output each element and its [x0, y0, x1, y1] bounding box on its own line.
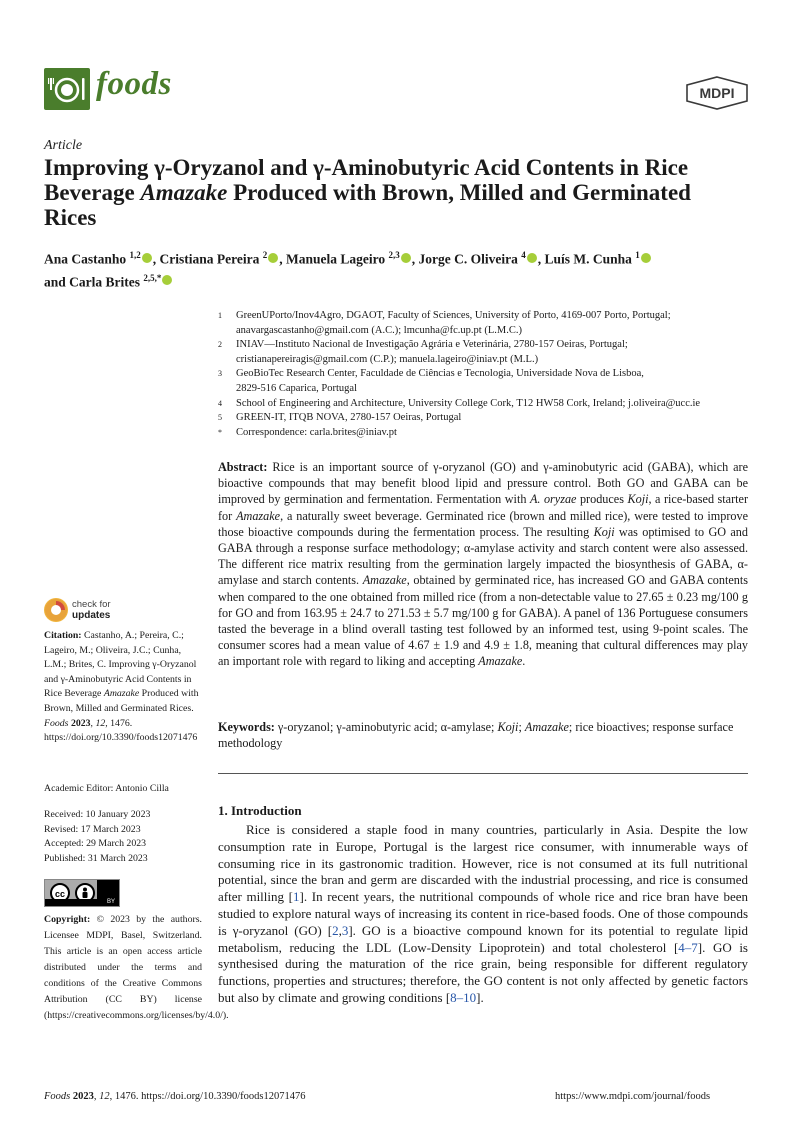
date-accepted: Accepted: 29 March 2023: [44, 838, 147, 849]
reference-link[interactable]: 3: [341, 922, 349, 938]
keywords-text: Koji: [497, 720, 519, 734]
affiliation-line: [218, 309, 748, 324]
date-revised: Revised: 17 March 2023: [44, 823, 141, 835]
author-separator: ,: [537, 251, 545, 267]
affiliation-number: 3: [218, 369, 222, 379]
affiliation-number: *: [218, 427, 222, 437]
abstract-text: produces: [576, 492, 628, 507]
affiliations: [218, 309, 748, 440]
orcid-icon[interactable]: [162, 275, 172, 285]
abstract-text: .: [522, 654, 526, 669]
check-for-updates-button[interactable]: [44, 598, 164, 624]
author-separator: ,: [152, 251, 160, 267]
affiliation-text: Correspondence: carla.brites@iniav.pt: [236, 426, 397, 438]
author-name: Jorge C. Oliveira: [418, 251, 522, 267]
copyright-label: Copyright:: [44, 914, 91, 925]
affiliation-line: [218, 382, 748, 397]
copyright-notice: [44, 912, 229, 1024]
keywords-text: ;: [518, 720, 525, 734]
orcid-icon[interactable]: [268, 253, 278, 263]
abstract-text: , a rice-based starter for: [218, 492, 749, 523]
citation: Citation: Castanho, A.; Pereira, C.; Lageiro, M.; Oliveira, J.C.; Cunha, L.M.; Brites, C. Improving γ-Oryzanol and γ-Aminobutyric Acid Contents in Rice Beverage Amazake Produced with Brown, Milled and Germinated Rices. Foods 2023, 12, 1476. https://doi.org/10.3390/foods12071476: [44, 630, 199, 744]
author-affiliation-sup: 2,3: [388, 250, 400, 260]
affiliation-text: GreenUPorto/Inov4Agro, DGAOT, Faculty of Sciences, University of Porto, 4169-007 Porto, Portugal;: [236, 310, 671, 321]
orcid-icon[interactable]: [641, 253, 651, 263]
reference-link[interactable]: 2: [332, 922, 339, 938]
author-separator: ,: [279, 251, 287, 267]
body-text: ]. GO is a bioactive compound known for its potential to regulate lipid metabolism, reducing the LDL (Low-Density Lipoprotein) and total cholesterol [: [218, 922, 749, 955]
affiliation-line: [218, 338, 748, 353]
affiliation-text: School of Engineering and Architecture, University College Cork, T12 HW58 Cork, Ireland; j.oliveira@ucc.ie: [236, 397, 701, 409]
author-affiliation-sup: 2: [262, 250, 268, 260]
citation-volume: 12: [95, 717, 106, 729]
affiliation-number: [218, 324, 236, 339]
reference-link[interactable]: 8–10: [450, 989, 477, 1005]
keywords-text: Amazake: [524, 720, 569, 734]
citation-text-2: Produced with Brown, Milled and Germinated Rices.: [44, 688, 199, 714]
abstract-text: Amazake: [478, 654, 523, 669]
affiliation-text: 2829-516 Caparica, Portugal: [236, 382, 358, 394]
affiliation-number: 2: [218, 340, 222, 350]
body-text: ]. In recent years, the nutritional compounds of whole rice and rice bran have been studied to explore natural ways of increasing its content in rice-based foods. One of those compounds is γ-oryzanol (GO) [: [218, 889, 748, 938]
mdpi-logo-icon: [685, 76, 749, 110]
author-name: Ana Castanho: [44, 251, 130, 267]
journal-name: foods: [96, 66, 172, 102]
affiliation-number: 1: [218, 311, 222, 320]
author-affiliation-sup: 2,5,*: [143, 272, 162, 283]
body-text: ,: [338, 922, 342, 938]
paper-title: [44, 155, 744, 230]
orcid-icon[interactable]: [527, 253, 537, 263]
author-separator: ,: [411, 251, 419, 267]
publisher-name: MDPI: [699, 85, 735, 101]
cc-by-license-icon[interactable]: [44, 879, 120, 907]
citation-text: Castanho, A.; Pereira, C.; Lageiro, M.; Oliveira, J.C.; Cunha, L.M.; Brites, C. Improving γ-Oryzanol and γ-Aminobutyric Acid Contents in Rice Beverage: [44, 630, 197, 700]
affiliation-text: INIAV—Instituto Nacional de Investigação Agrária e Veterinária, 2780-157 Oeiras, Portugal;: [236, 339, 628, 351]
date-published: Published: 31 March 2023: [44, 852, 148, 864]
keywords-label: Keywords:: [218, 720, 275, 734]
copyright-text: © 2023 by the authors. Licensee MDPI, Basel, Switzerland. This article is an open access article distributed under the terms and conditions of the Creative Commons Attribution (CC BY) license (https://creativecommons.org/licenses/by/4.0/).: [44, 914, 229, 1021]
title-segment: Amazake: [140, 180, 228, 205]
footer-year: 2023: [72, 1091, 94, 1102]
abstract-text: Amazake: [236, 508, 281, 523]
author-name: Luís M. Cunha: [544, 251, 636, 267]
abstract-text: Koji: [627, 492, 649, 507]
affiliation-line: [218, 353, 748, 368]
introduction-paragraph: [218, 822, 748, 1007]
affiliation-number: 4: [218, 398, 222, 408]
affiliation-text: anavargascastanho@gmail.com (A.C.); lmcunha@fc.up.pt (L.M.C.): [236, 324, 522, 336]
footer-citation: Foods 2023, 12, 1476. https://doi.org/10.3390/foods12071476: [44, 1091, 306, 1102]
affiliation-text: GREEN-IT, ITQB NOVA, 2780-157 Oeiras, Portugal: [236, 412, 462, 424]
abstract-text: , obtained by germinated rice, has increased GO and GABA contents when compared to the one obtained from milled rice (from a non-detectable value to 27.65 ± 0.23 mg/100 g for GO and from 163.95 ± 24.7 to 271.53 ± 5.7 mg/100 g for GABA). A panel of 136 Portuguese consumers tasted the beverage in a blind overall tasting test followed by an informed test, using 9-point scales. The consumer scores had a mean value of 4.67 ± 1.9 and 4.9 ± 1.8, meaning that cultural differences may play an important role with regard to liking and accepting: [218, 573, 748, 669]
citation-journal: Foods: [44, 717, 69, 729]
author-name: Manuela Lageiro: [286, 251, 389, 267]
author-affiliation-sup: 1: [635, 250, 640, 260]
academic-editor: Academic Editor: Antonio Cilla: [44, 783, 169, 794]
title-segment: Produced with Brown, Milled and Germinated Rices: [44, 180, 691, 230]
affiliation-line: [218, 426, 748, 441]
author-name: and Carla Brites: [44, 274, 144, 289]
footer-journal: Foods: [44, 1091, 71, 1102]
publication-dates: [44, 808, 202, 866]
journal-logo-icon: [44, 68, 90, 110]
section-divider: [218, 773, 748, 774]
citation-italic: Amazake: [103, 688, 140, 700]
affiliation-text: cristianapereiragis@gmail.com (C.P.); manuela.lageiro@iniav.pt (M.L.): [236, 353, 539, 365]
body-text: ]. GO is synthesised during the maturation of the rice grain, being responsible for different regulatory functions, properties and structures; therefore, the GO content is not only affected by genetic factors but also by climate and growing conditions [: [218, 939, 748, 1005]
affiliation-number: [218, 382, 236, 397]
abstract-text: Rice is an important source of γ-oryzanol (GO) and γ-aminobutyric acid (GABA), which are bioactive compounds that may benefit blood lipid and pressure control. Both GO and GABA can be improved by germination and fermentation. Fermentation with: [218, 460, 748, 507]
section-heading: 1. Introduction: [218, 803, 302, 818]
citation-year: 2023: [70, 717, 91, 729]
author-affiliation-sup: 4: [521, 250, 526, 260]
abstract-text: A. oryzae: [529, 492, 577, 507]
title-segment: Improving γ-Oryzanol and γ-Aminobutyric Acid Contents in Rice Beverage: [44, 155, 689, 205]
keywords-text: ; rice bioactives; response surface methodology: [218, 720, 734, 751]
affiliation-text: GeoBioTec Research Center, Faculdade de Ciências e Tecnologia, Universidade Nova de Lisboa,: [236, 368, 644, 380]
affiliation-line: [218, 324, 748, 339]
check-updates-icon: [44, 598, 68, 622]
orcid-icon[interactable]: [142, 253, 152, 263]
orcid-icon[interactable]: [401, 253, 411, 263]
affiliation-line: [218, 397, 748, 412]
article-type: Article: [44, 138, 83, 153]
abstract-text: was optimised to GO and GABA through a response surface methodology; α-amylase activity and starch content were also assessed. The different rice matrix resulting from the germination largely impacted the biosynthesis of GABA, α-amylase and starch contents.: [218, 524, 748, 588]
affiliation-number: 5: [218, 413, 222, 423]
abstract-text: , a naturally sweet beverage. Germinated rice (brown and milled rice), were tested to improve those bioactive compounds during the fermentation process. The resulting: [218, 508, 748, 539]
citation-label: Citation:: [44, 630, 82, 641]
reference-link[interactable]: 4–7: [678, 939, 698, 955]
cc-by-label: BY: [45, 899, 119, 906]
body-text: ].: [476, 989, 484, 1005]
author-name: Cristiana Pereira: [159, 251, 263, 267]
author-list: [44, 246, 744, 291]
footer-doi[interactable]: , 1476. https://doi.org/10.3390/foods12071476: [109, 1091, 306, 1102]
check-updates-line1: check for: [72, 599, 111, 610]
abstract-text: Koji: [593, 524, 615, 539]
keywords: [218, 719, 748, 751]
author-affiliation-sup: 1,2: [129, 250, 141, 260]
reference-link[interactable]: 1: [293, 889, 300, 905]
svg-text:cc: cc: [54, 889, 66, 899]
body-text: Rice is considered a staple food in many countries, particularly in Asia. Despite the low consumption rate in Europe, Portugal is the largest rice consumer, with innumerable ways of consuming rice in its gastronomic tradition. However, rice is not consumed at its full nutritional potential, since the bran and germ are discarded with the industrial processing, and rice is consumed after milling [: [218, 822, 748, 905]
affiliation-number: [218, 353, 236, 368]
abstract-label: Abstract:: [218, 460, 268, 474]
abstract-text: Amazake: [362, 573, 407, 588]
footer-journal-url[interactable]: https://www.mdpi.com/journal/foods: [555, 1091, 711, 1102]
footer-volume: 12: [99, 1091, 110, 1102]
citation-doi[interactable]: , 1476. https://doi.org/10.3390/foods12071476: [44, 717, 198, 744]
abstract: [218, 459, 748, 670]
date-received: Received: 10 January 2023: [44, 809, 151, 820]
check-updates-line2: updates: [72, 610, 111, 621]
affiliation-line: [218, 367, 748, 382]
keywords-text: γ-oryzanol; γ-aminobutyric acid; α-amylase;: [274, 720, 498, 734]
affiliation-line: [218, 411, 748, 426]
